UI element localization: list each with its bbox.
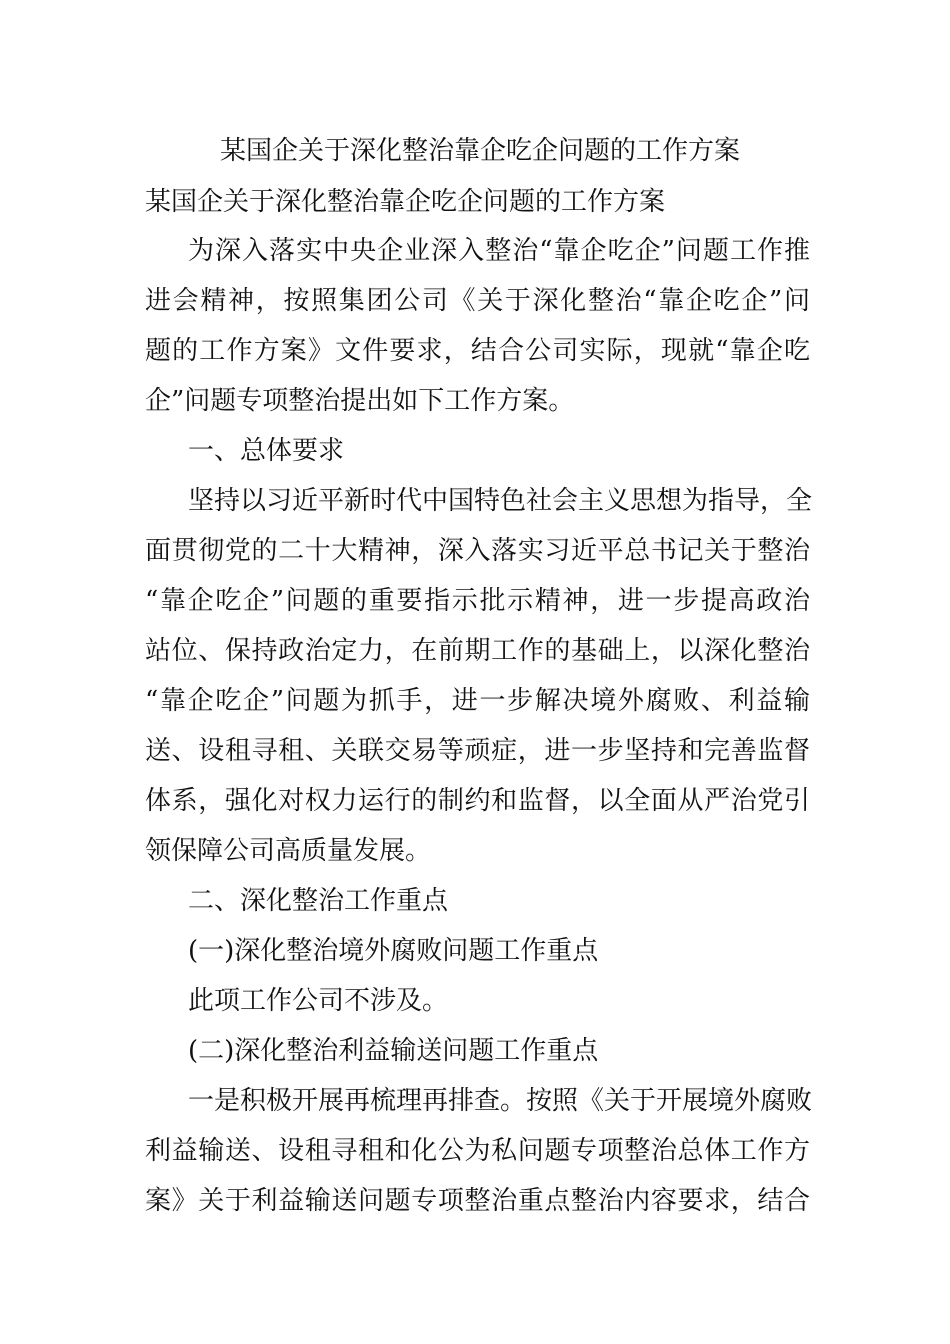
- document-subtitle: 某国企关于深化整治靠企吃企问题的工作方案: [145, 187, 666, 217]
- paragraph-line: 题的工作方案》文件要求，结合公司实际，现就“靠企吃: [145, 336, 810, 366]
- paragraph-line: 一是积极开展再梳理再排查。按照《关于开展境外腐败: [188, 1086, 813, 1116]
- subsection-heading: (二)深化整治利益输送问题工作重点: [188, 1036, 599, 1066]
- section-heading: 一、总体要求: [188, 436, 345, 466]
- paragraph-line: 利益输送、设租寻租和化公为私问题专项整治总体工作方: [145, 1136, 810, 1166]
- paragraph-line: 送、设租寻租、关联交易等顽症，进一步坚持和完善监督: [145, 736, 810, 766]
- paragraph-line: 为深入落实中央企业深入整治“靠企吃企”问题工作推: [188, 236, 810, 266]
- paragraph-line: 此项工作公司不涉及。: [188, 986, 449, 1016]
- subsection-heading: (一)深化整治境外腐败问题工作重点: [188, 936, 599, 966]
- paragraph-line: 进会精神，按照集团公司《关于深化整治“靠企吃企”问: [145, 286, 810, 316]
- paragraph-line: “靠企吃企”问题的重要指示批示精神，进一步提高政治: [145, 586, 810, 616]
- paragraph-line: 站位、保持政治定力，在前期工作的基础上，以深化整治: [145, 636, 810, 666]
- paragraph-line: 坚持以习近平新时代中国特色社会主义思想为指导，全: [188, 486, 813, 516]
- paragraph-line: 企”问题专项整治提出如下工作方案。: [145, 386, 575, 416]
- paragraph-line: 体系，强化对权力运行的制约和监督，以全面从严治党引: [145, 786, 810, 816]
- paragraph-line: 面贯彻党的二十大精神，深入落实习近平总书记关于整治: [145, 536, 810, 566]
- paragraph-line: 领保障公司高质量发展。: [145, 836, 432, 866]
- section-heading: 二、深化整治工作重点: [188, 886, 449, 916]
- document-title: 某国企关于深化整治靠企吃企问题的工作方案: [220, 136, 741, 166]
- paragraph-line: 案》关于利益输送问题专项整治重点整治内容要求，结合: [145, 1186, 810, 1216]
- paragraph-line: “靠企吃企”问题为抓手，进一步解决境外腐败、利益输: [145, 686, 810, 716]
